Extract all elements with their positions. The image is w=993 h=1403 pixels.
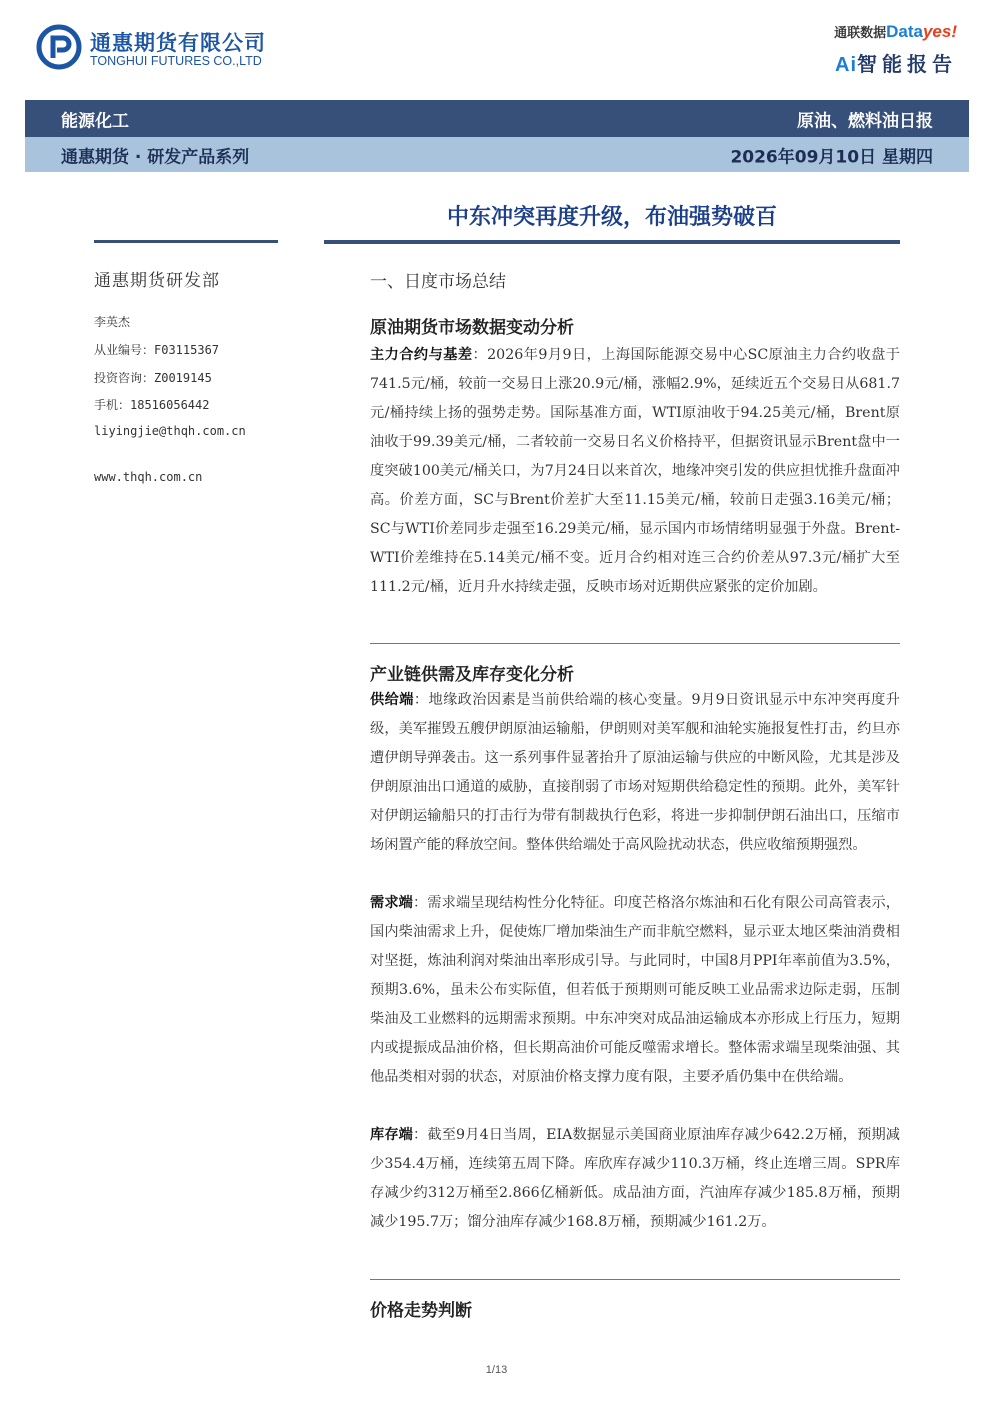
page-number: 1/13 — [485, 1364, 508, 1376]
report-type-label: 原油、燃料油日报 — [797, 111, 933, 131]
paragraph-label: 库存端 — [370, 1127, 414, 1143]
brand-yes: yes! — [922, 22, 957, 41]
brand-ai: Ai — [835, 54, 857, 76]
paragraph-label: 需求端 — [370, 895, 413, 911]
company-logo-icon — [36, 24, 82, 70]
company-name-en: TONGHUI FUTURES CO.,LTD — [90, 54, 262, 68]
subheading-supply-demand: 产业链供需及库存变化分析 — [370, 665, 574, 685]
report-title: 中东冲突再度升级，布油强势破百 — [446, 205, 777, 230]
brand-report: 智能报告 — [857, 52, 957, 76]
sidebar-rule — [94, 240, 278, 243]
subheading-futures-data: 原油期货市场数据变动分析 — [370, 318, 574, 338]
report-date: 2026年09月10日 星期四 — [730, 147, 933, 167]
sidebar-dept: 通惠期货研发部 — [94, 271, 220, 291]
paragraph-supply — [370, 686, 900, 860]
section-heading: 一、日度市场总结 — [370, 272, 506, 292]
subheading-price-trend: 价格走势判断 — [370, 1301, 472, 1321]
paragraph-text: ：截至9月4日当周，EIA数据显示美国商业原油库存减少642.2万桶，预期减少354.4万桶，连续第五周下降。库欣库存减少110.3万桶，终止连增三周。SPR库存减少约312万桶至2.866亿桶新低。成品油方面，汽油库存减少185.8万桶，预期减少195.7万；馏分油库存减少168.8万桶，预期减少161.2万。 — [370, 1127, 900, 1230]
analyst-consult-id: 投资咨询：Z0019145 — [94, 371, 212, 385]
analyst-name: 李英杰 — [94, 315, 131, 329]
paragraph-demand — [370, 889, 900, 1092]
company-name-cn: 通惠期货有限公司 — [90, 31, 266, 55]
divider — [370, 643, 900, 644]
analyst-phone: 手机：18516056442 — [94, 398, 210, 412]
paragraph-text: ：2026年9月9日，上海国际能源交易中心SC原油主力合约收盘于741.5元/桶，较前一交易日上涨20.9元/桶，涨幅2.9%，延续近五个交易日从681.7元/桶持续上扬的强势走势。国际基准方面，WTI原油收于94.25美元/桶，Brent原油收于99.39美元/桶，二者较前一交易日名义价格持平，但据资讯显示Brent盘中一度突破100美元/桶关口，为7月24日以来首次，地缘冲突引发的供应担忧推升盘面冲高。价差方面，SC与Brent价差扩大至11.15美元/桶，较前日走强3.16美元/桶；SC与WTI价差同步走强至16.29美元/桶，显示国内市场情绪明显强于外盘。Brent-WTI价差维持在5.14美元/桶不变。近月合约相对连三合约价差从97.3元/桶扩大至111.2元/桶，近月升水持续走强，反映市场对近期供应紧张的定价加剧。 — [370, 347, 900, 595]
paragraph-text: ：需求端呈现结构性分化特征。印度芒格洛尔炼油和石化有限公司高管表示，国内柴油需求上升，促使炼厂增加柴油生产而非航空燃料，显示亚太地区柴油消费相对坚挺，炼油利润对柴油出率形成引导。与此同时，中国8月PPI年率前值为3.5%，预期3.6%，虽未公布实际值，但若低于预期则可能反映工业品需求边际走弱，压制柴油及工业燃料的远期需求预期。中东冲突对成品油运输成本亦形成上行压力，短期内或提振成品油价格，但长期高油价可能反噬需求增长。整体需求端呈现柴油强、其他品类相对弱的状态，对原油价格支撑力度有限，主要矛盾仍集中在供给端。 — [370, 895, 900, 1085]
brand-ai-report — [835, 48, 957, 77]
company-website[interactable]: www.thqh.com.cn — [94, 470, 203, 484]
series-label: 通惠期货 · 研发产品系列 — [61, 147, 250, 167]
brand-datayes — [834, 22, 957, 42]
brand-data: Data — [886, 22, 923, 41]
company-logo — [36, 24, 276, 74]
analyst-email[interactable]: liyingjie@thqh.com.cn — [94, 424, 246, 438]
divider — [370, 1279, 900, 1280]
paragraph-label: 供给端 — [370, 692, 414, 708]
paragraph-contract-basis — [370, 341, 900, 602]
brand-cn: 通联数据 — [834, 26, 887, 41]
paragraph-inventory — [370, 1121, 900, 1237]
category-label: 能源化工 — [61, 111, 129, 131]
series-bar — [25, 137, 969, 172]
paragraph-label: 主力合约与基差 — [370, 347, 473, 363]
category-bar — [25, 100, 969, 137]
analyst-license: 从业编号：F03115367 — [94, 343, 220, 357]
title-rule — [324, 240, 900, 244]
paragraph-text: ：地缘政治因素是当前供给端的核心变量。9月9日资讯显示中东冲突再度升级，美军摧毁五艘伊朗原油运输船，伊朗则对美军舰和油轮实施报复性打击，约旦亦遭伊朗导弹袭击。这一系列事件显著抬升了原油运输与供应的中断风险，尤其是涉及伊朗原油出口通道的威胁，直接削弱了市场对短期供给稳定性的预期。此外，美军针对伊朗运输船只的打击行为带有制裁执行色彩，将进一步抑制伊朗石油出口，压缩市场闲置产能的释放空间。整体供给端处于高风险扰动状态，供应收缩预期强烈。 — [370, 692, 900, 853]
